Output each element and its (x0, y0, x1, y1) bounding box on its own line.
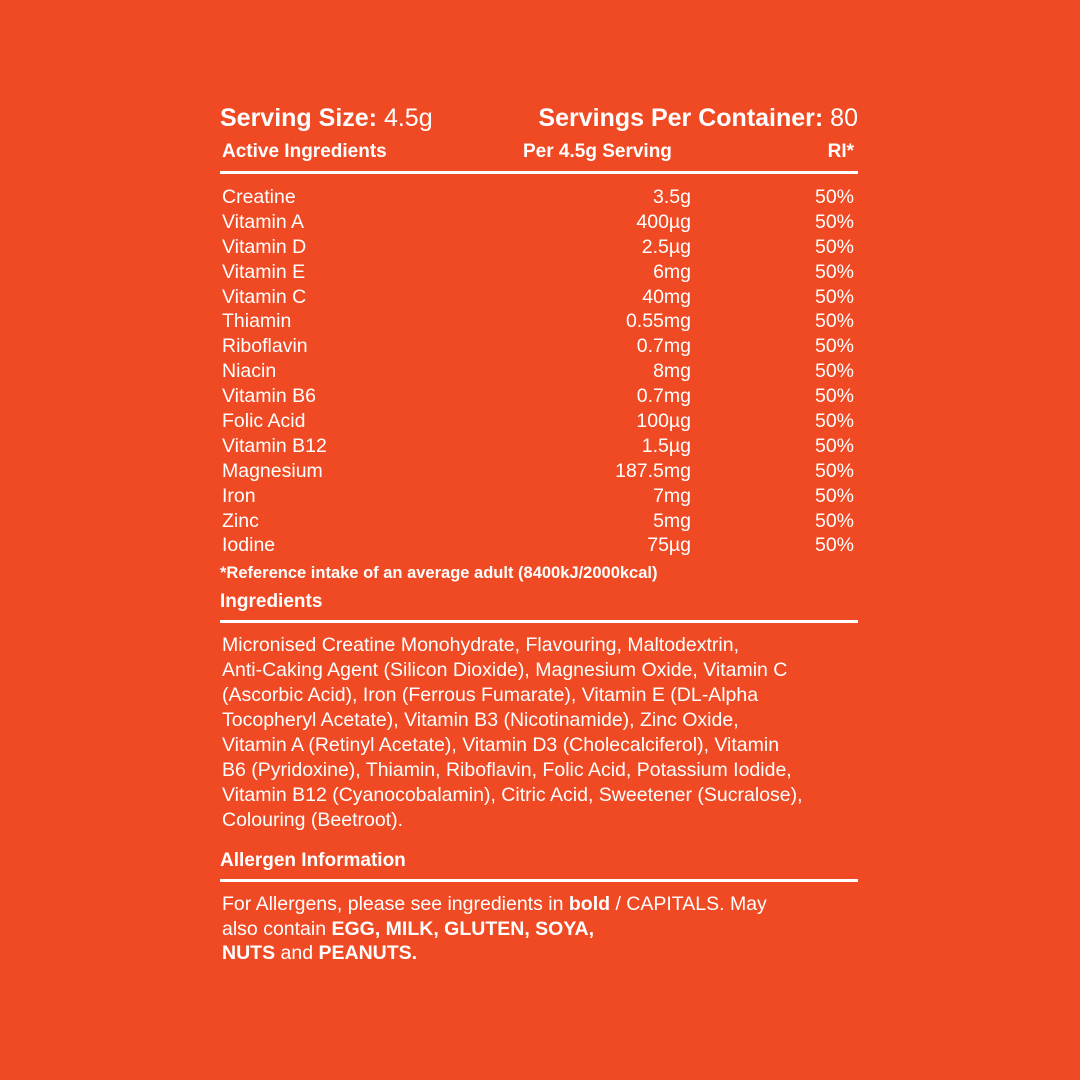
ingredients-text (220, 633, 858, 832)
nutrient-ri: 50% (814, 509, 854, 532)
nutrient-ri: 50% (814, 410, 854, 433)
nutrient-amount: 0.7mg (636, 335, 691, 358)
allergen-line (222, 917, 858, 942)
nutrient-ri: 50% (814, 310, 854, 333)
allergen-text-span: and (275, 942, 319, 965)
allergen-text-span: For Allergens, please see ingredients in (222, 892, 569, 915)
nutrient-amount: 400µg (636, 210, 691, 233)
nutrient-name: Zinc (222, 509, 259, 532)
nutrition-panel (220, 102, 858, 966)
table-row (220, 509, 858, 534)
serving-info (220, 102, 858, 134)
nutrient-ri: 50% (814, 210, 854, 233)
nutrient-ri: 50% (814, 235, 854, 258)
nutrient-amount: 1.5µg (641, 434, 691, 457)
table-row (220, 260, 858, 285)
table-row (220, 235, 858, 260)
serving-size (220, 102, 433, 134)
nutrient-amount: 5mg (653, 509, 691, 532)
nutrient-ri: 50% (814, 335, 854, 358)
nutrient-amount: 0.55mg (625, 310, 691, 333)
nutrient-ri: 50% (814, 360, 854, 383)
nutrient-ri: 50% (814, 534, 854, 557)
ingredients-line: Vitamin B12 (Cyanocobalamin), Citric Acid, Sweetener (Sucralose), (222, 783, 803, 806)
allergen-list: EGG, MILK, GLUTEN, SOYA, (331, 917, 595, 940)
table-row (220, 309, 858, 334)
allergen-nuts: NUTS (222, 942, 276, 965)
ingredients-line: B6 (Pyridoxine), Thiamin, Riboflavin, Folic Acid, Potassium Iodide, (222, 758, 792, 781)
nutrient-name: Vitamin D (222, 235, 307, 258)
nutrient-amount: 2.5µg (641, 235, 691, 258)
nutrient-table (220, 185, 858, 558)
nutrient-ri: 50% (814, 484, 854, 507)
table-row (220, 334, 858, 359)
allergen-text (220, 892, 858, 967)
serving-size-value: 4.5g (377, 104, 433, 132)
serving-size-label: Serving Size: (220, 104, 377, 132)
ingredients-line: Tocopheryl Acetate), Vitamin B3 (Nicotinamide), Zinc Oxide, (222, 709, 739, 732)
table-row (220, 285, 858, 310)
allergen-text-span: / CAPITALS. May (610, 892, 767, 915)
servings-value: 80 (823, 104, 858, 132)
table-row (220, 384, 858, 409)
header-active-ingredients: Active Ingredients (222, 141, 387, 162)
nutrient-amount: 3.5g (653, 186, 691, 208)
nutrient-name: Niacin (222, 360, 277, 383)
nutrient-amount: 187.5mg (615, 459, 691, 482)
nutrient-name: Vitamin E (222, 260, 306, 283)
nutrient-name: Creatine (222, 186, 296, 208)
nutrient-amount: 40mg (642, 285, 691, 308)
table-row (220, 484, 858, 509)
table-row (220, 210, 858, 235)
ingredients-line: Micronised Creatine Monohydrate, Flavouring, Maltodextrin, (222, 634, 739, 657)
nutrient-name: Riboflavin (222, 335, 308, 358)
divider (220, 620, 858, 623)
servings-per-container (538, 102, 858, 134)
nutrient-name: Vitamin B6 (222, 385, 316, 408)
allergen-bold-word: bold (568, 892, 611, 915)
nutrient-amount: 6mg (653, 260, 691, 283)
ingredients-title: Ingredients (220, 591, 323, 613)
nutrient-name: Thiamin (222, 310, 292, 333)
header-per-serving: Per 4.5g Serving (523, 141, 672, 162)
nutrient-ri: 50% (814, 285, 854, 308)
allergen-text-span: also contain (222, 917, 332, 940)
divider (220, 171, 858, 174)
nutrient-amount: 0.7mg (636, 385, 691, 408)
ri-footnote: *Reference intake of an average adult (8400kJ/2000kcal) (220, 564, 658, 583)
nutrient-amount: 7mg (653, 484, 691, 507)
header-ri: RI* (827, 141, 854, 162)
nutrient-amount: 75µg (647, 534, 691, 557)
nutrient-amount: 8mg (653, 360, 691, 383)
allergen-peanuts: PEANUTS. (318, 942, 418, 965)
nutrient-ri: 50% (814, 459, 854, 482)
servings-label: Servings Per Container: (538, 104, 824, 132)
nutrient-name: Vitamin A (222, 210, 305, 233)
ingredients-line: Colouring (Beetroot). (222, 808, 404, 831)
nutrient-name: Vitamin C (222, 285, 307, 308)
table-row (220, 359, 858, 384)
nutrient-ri: 50% (814, 186, 854, 208)
allergen-line (222, 941, 858, 966)
nutrient-ri: 50% (814, 260, 854, 283)
table-row (220, 434, 858, 459)
ingredients-line: Vitamin A (Retinyl Acetate), Vitamin D3 (Cholecalciferol), Vitamin (222, 733, 780, 756)
nutrient-name: Iodine (222, 534, 276, 557)
ingredients-line: Anti-Caking Agent (Silicon Dioxide), Magnesium Oxide, Vitamin C (222, 659, 788, 682)
nutrient-amount: 100µg (636, 410, 691, 433)
allergen-line (222, 892, 858, 917)
table-row (220, 533, 858, 558)
nutrient-ri: 50% (814, 385, 854, 408)
table-row (220, 409, 858, 434)
ingredients-line: (Ascorbic Acid), Iron (Ferrous Fumarate), Vitamin E (DL-Alpha (222, 684, 759, 707)
nutrient-name: Folic Acid (222, 410, 306, 433)
nutrient-name: Iron (222, 484, 256, 507)
table-row (220, 185, 858, 210)
table-row (220, 459, 858, 484)
table-header (220, 138, 858, 166)
nutrient-name: Magnesium (222, 459, 323, 482)
nutrient-name: Vitamin B12 (222, 434, 327, 457)
divider (220, 879, 858, 882)
allergen-title: Allergen Information (220, 849, 406, 871)
nutrient-ri: 50% (814, 434, 854, 457)
